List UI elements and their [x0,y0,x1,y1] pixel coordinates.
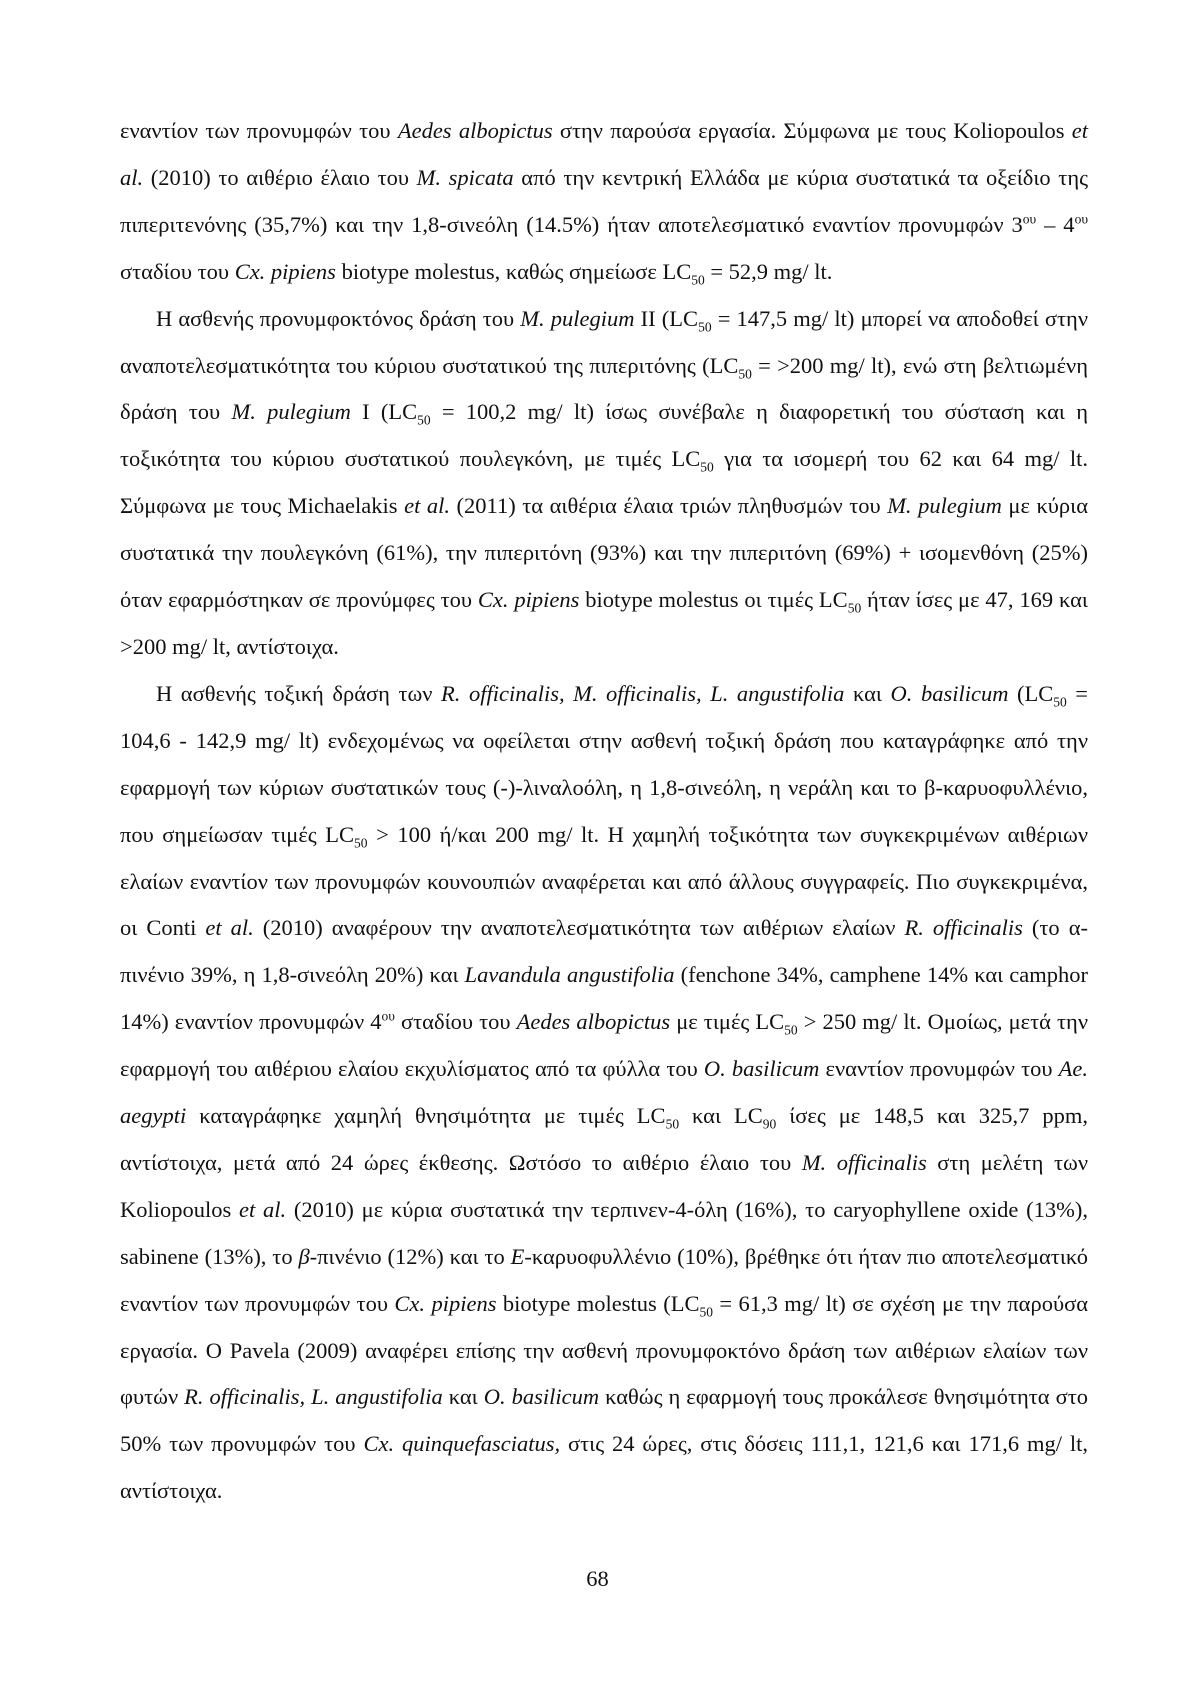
text-segment: R. officinalis, L. angustifolia [184,1384,443,1410]
text-segment: > 100 ή/και 200 mg/ lt. Η χαμηλή τοξικότητα των συγκεκριμένων αιθέριων ελαίων εναντίον των προνυμφών κουνουπιών αναφέρεται και από άλλους συγγραφείς. Πιο συγκεκριμένα, οι Conti [120,821,1088,941]
text-segment: O. basilicum [483,1384,600,1410]
text-segment: ήταν ίσες με 47, 169 και >200 mg/ lt, αντίστοιχα. [120,587,1088,659]
text-segment: > 250 mg/ lt. Ομοίως, μετά την εφαρμογή του αιθέριου ελαίου εκχυλίσματος από τα φύλλα του [120,1009,1088,1082]
text-segment: από την κεντρική Ελλάδα με κύρια συστατικά τα οξείδιο της πιπεριτενόνης (35,7%) και την 1,8-σινεόλη (14.5%) ήταν αποτελεσματικό εναντίον προνυμφών 3 [120,164,1088,237]
text-segment: 50 [700,459,714,475]
text-segment: 50 [847,600,862,616]
paragraph-3 [120,671,1088,1515]
text-segment: biotype molestus οι τιμές LC [579,587,848,613]
text-segment: (2011) τα αιθέρια έλαια τριών πληθυσμών του [450,493,888,519]
text-segment: 50 [665,1116,680,1132]
text-segment: Cx. quinquefasciatus, [363,1431,561,1457]
text-segment: καταγράφηκε χαμηλή θνησιμότητα με τιμές LC [186,1103,666,1129]
text-segment: biotype molestus (LC [496,1290,700,1316]
text-segment: M. pulegium [520,305,635,331]
text-segment: R. officinalis, M. officinalis, L. angustifolia [441,680,845,706]
text-segment: (2010) το αιθέριο έλαιο του [143,164,417,190]
text-segment: για τα ισομερή του 62 και 64 mg/ lt. Σύμφωνα με τους Michaelakis [120,446,1088,519]
text-segment: 50 [417,412,431,428]
text-segment: = 104,6 - 142,9 mg/ lt) ενδεχομένως να οφείλεται στην ασθενή τοξική δράση που καταγράφηκε από την εφαρμογή των κύριων συστατικών τους (-)-λιναλοόλη, η 1,8-σινεόλη, η νεράλη και το β-καρυοφυλλένιο, που σημείωσαν τιμές LC [120,680,1088,847]
text-segment: Cx. pipiens [394,1290,497,1316]
text-segment: καθώς η εφαρμογή τους προκάλεσε θνησιμότητα στο 50% των προνυμφών του [120,1384,1088,1457]
text-segment: ου [381,1008,395,1024]
page-body [120,108,1088,1515]
text-segment: -καρυοφυλλένιο (10%), βρέθηκε ότι ήταν πιο αποτελεσματικό εναντίον των προνυμφών του [120,1243,1088,1316]
text-segment: (2010) με κύρια συστατικά την τερπινεν-4-όλη (16%), το caryophyllene oxide (13%), sabinene (13%), το [120,1196,1088,1269]
text-segment: β [298,1243,310,1269]
text-segment: 50 [699,1304,713,1320]
text-segment: στην παρούσα εργασία. Σύμφωνα με τους Koliopoulos [552,118,1072,143]
text-segment: I (LC [350,399,418,425]
text-segment: O. basilicum [890,680,1009,706]
text-segment: II (LC [634,305,699,331]
text-segment: με τιμές LC [670,1009,785,1035]
text-segment: et al. [205,915,254,941]
text-segment: 50 [1053,694,1067,710]
text-segment: ίσες με 148,5 και 325,7 ppm, αντίστοιχα, μετά από 24 ώρες έκθεσης. Ωστόσο το αιθέριο έλαιο του [120,1103,1088,1175]
text-segment: 50 [784,1022,798,1038]
text-segment: et al. [239,1196,287,1222]
text-segment: (το α-πινένιο 39%, η 1,8-σινεόλη 20%) και [120,915,1088,988]
text-segment: M. pulegium [231,399,351,425]
text-segment: = 61,3 mg/ lt) σε σχέση με την παρούσα εργασία. Ο Pavela (2009) αναφέρει επίσης την ασθενή προνυμφοκτόνο δράση των αιθέριων ελαίων των φυτών [120,1290,1088,1410]
text-segment: ου [1074,211,1088,227]
text-segment: Cx. pipiens [234,258,336,284]
text-segment: Cx. pipiens [477,587,580,613]
text-segment: και [844,680,891,706]
text-segment: (2010) αναφέρουν την αναποτελεσματικότητα των αιθέριων ελαίων [253,915,905,941]
text-segment: Lavandula angustifolia [464,962,675,988]
text-segment: M. spicata [416,164,514,190]
text-segment: = 52,9 mg/ lt. [704,258,833,284]
text-segment: = 100,2 mg/ lt) ίσως συνέβαλε η διαφορετική του σύσταση και η τοξικότητα του κύριου συστατικού πουλεγκόνη, με τιμές LC [120,399,1088,472]
text-segment: Aedes albopictus [397,118,553,143]
paragraph-2 [120,296,1088,671]
text-segment: εναντίον των προνυμφών του [120,118,398,143]
text-segment: 50 [698,319,712,335]
text-segment: -πινένιο (12%) και το [309,1243,511,1269]
text-segment: = >200 mg/ lt), ενώ στη βελτιωμένη δράση του [120,352,1088,425]
text-segment: (fenchone 34%, camphene 14% και camphor 14%) εναντίον προνυμφών 4 [120,962,1089,1035]
text-segment: et al. [120,118,1088,190]
text-segment: και [442,1384,484,1410]
text-segment: biotype molestus, καθώς σημείωσε LC [335,258,692,284]
text-segment: (LC [1008,680,1054,706]
text-segment: et al. [404,493,450,519]
text-segment: 90 [762,1116,777,1132]
text-segment: σταδίου του [120,258,235,284]
text-segment: 50 [354,835,368,851]
text-segment: ου [1022,211,1037,227]
text-segment: R. officinalis [904,915,1023,941]
text-segment: = 147,5 mg/ lt) μπορεί να αποδοθεί στην αναποτελεσματικότητα του κύριου συστατικού της πιπεριτόνης (LC [120,305,1088,378]
text-segment: 50 [691,272,705,288]
text-segment: και LC [679,1103,763,1129]
text-segment: στη μελέτη των Koliopoulos [120,1149,1089,1222]
text-segment: με κύρια συστατικά την πουλεγκόνη (61%), την πιπεριτόνη (93%) και την πιπεριτόνη (69%) + ισομενθόνη (25%) όταν εφαρμόστηκαν σε προνύμφες του [120,493,1089,613]
paragraph-1 [120,108,1088,296]
text-segment: Aedes albopictus [516,1009,671,1035]
text-segment: O. basilicum [703,1056,820,1082]
text-segment: M. officinalis [801,1149,927,1175]
page-number: 68 [586,1566,609,1591]
text-segment: M. pulegium [887,493,1002,519]
text-segment: Ae. aegypti [120,1056,1089,1129]
text-segment: εναντίον προνυμφών του [819,1056,1059,1082]
text-segment: στις 24 ώρες, στις δόσεις 111,1, 121,6 και 171,6 mg/ lt, αντίστοιχα. [120,1431,1088,1504]
text-segment: – 4 [1036,211,1075,237]
text-segment: Η ασθενής τοξική δράση των [156,680,442,706]
text-segment: Η ασθενής προνυμφοκτόνος δράση του [156,305,521,331]
text-segment: 50 [738,366,752,382]
text-segment: σταδίου του [394,1009,517,1035]
text-segment: E [510,1243,525,1269]
